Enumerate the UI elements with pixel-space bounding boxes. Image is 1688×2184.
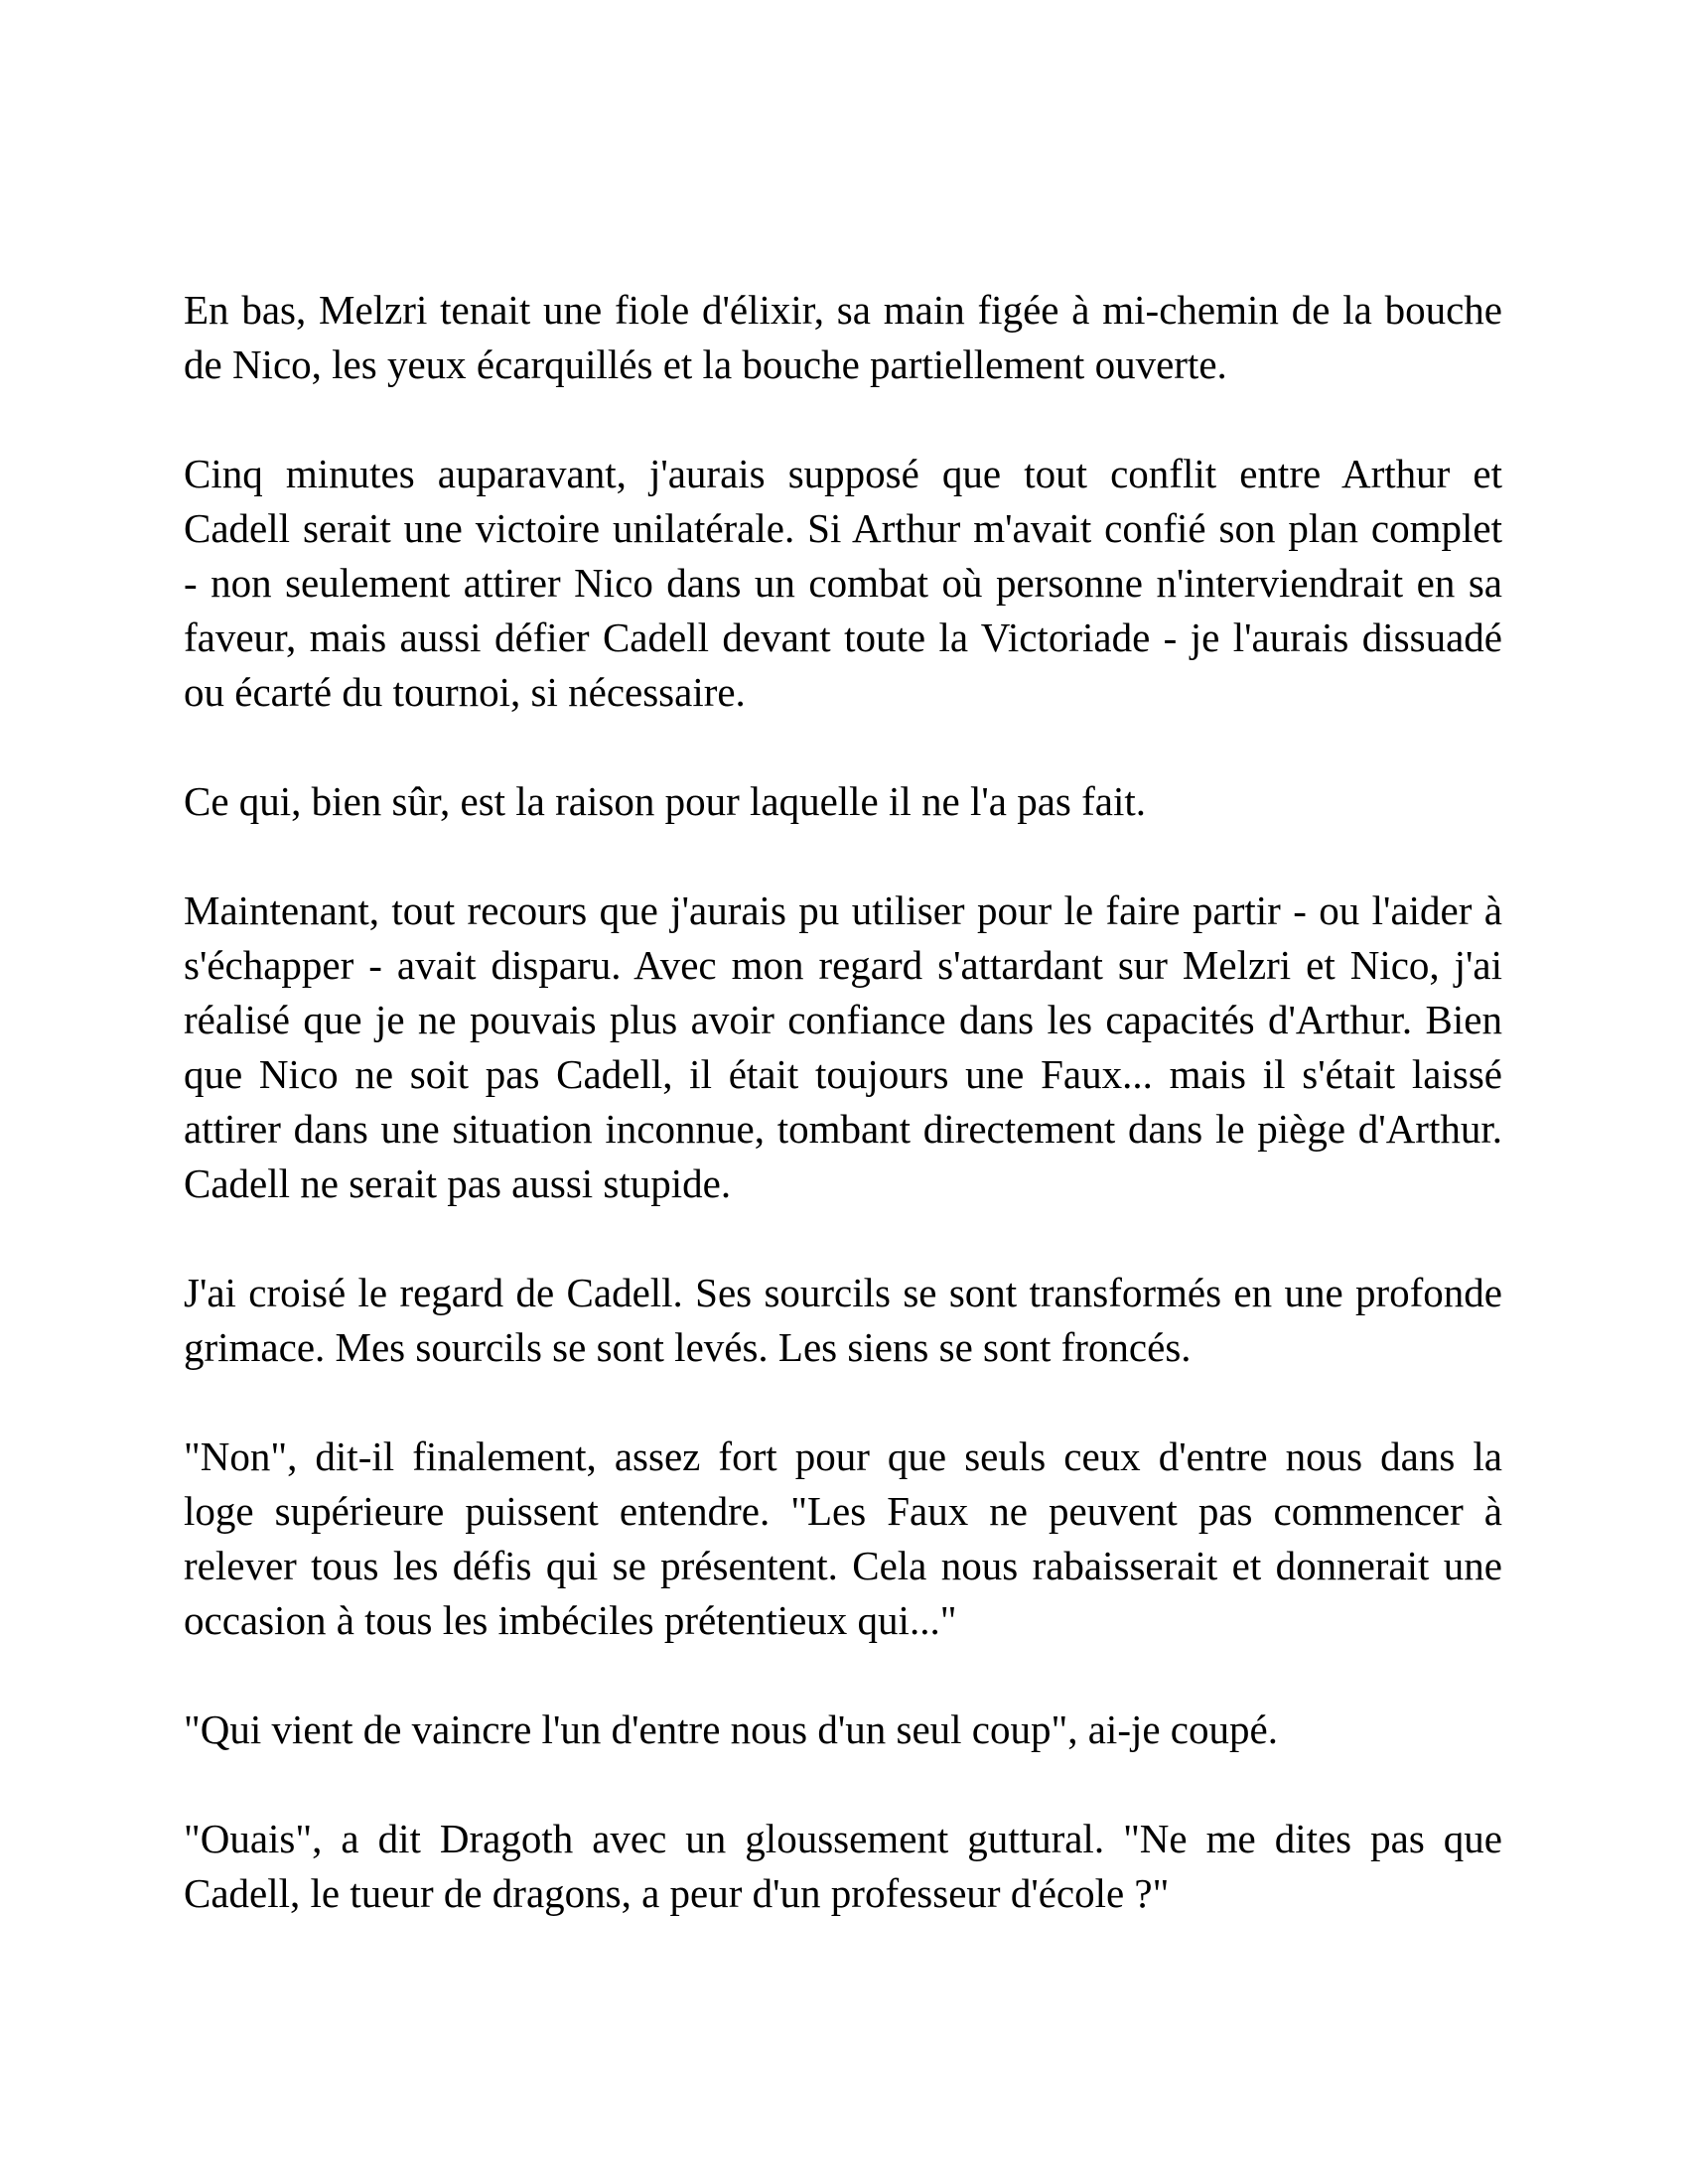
text-line: - non seulement attirer Nico dans un combat où personne n'interviendrait en sa <box>184 560 1502 606</box>
paragraph <box>184 1812 1502 1921</box>
paragraph <box>184 1266 1502 1375</box>
text-line: "Qui vient de vaincre l'un d'entre nous d'un seul coup", ai-je coupé. <box>184 1706 1278 1752</box>
text-line: occasion à tous les imbéciles prétentieux qui..." <box>184 1597 957 1643</box>
text-line: Cinq minutes auparavant, j'aurais supposé que tout conflit entre Arthur et <box>184 451 1502 496</box>
text-line: réalisé que je ne pouvais plus avoir confiance dans les capacités d'Arthur. Bien <box>184 997 1502 1042</box>
paragraph <box>184 1430 1502 1648</box>
text-line: "Non", dit-il finalement, assez fort pour que seuls ceux d'entre nous dans la <box>184 1433 1502 1479</box>
text-line: Maintenant, tout recours que j'aurais pu utiliser pour le faire partir - ou l'aider à <box>184 887 1502 933</box>
text-line: Cadell serait une victoire unilatérale. Si Arthur m'avait confié son plan complet <box>184 505 1502 551</box>
text-line: s'échapper - avait disparu. Avec mon regard s'attardant sur Melzri et Nico, j'ai <box>184 942 1502 988</box>
text-line: ou écarté du tournoi, si nécessaire. <box>184 669 746 715</box>
text-line: attirer dans une situation inconnue, tombant directement dans le piège d'Arthur. <box>184 1106 1502 1152</box>
text-line: grimace. Mes sourcils se sont levés. Les siens se sont froncés. <box>184 1324 1192 1370</box>
body-text <box>184 283 1502 1976</box>
text-line: En bas, Melzri tenait une fiole d'élixir, sa main figée à mi-chemin de la bouche <box>184 287 1502 333</box>
text-line: Ce qui, bien sûr, est la raison pour laquelle il ne l'a pas fait. <box>184 778 1146 824</box>
text-line: de Nico, les yeux écarquillés et la bouche partiellement ouverte. <box>184 341 1227 387</box>
paragraph <box>184 1703 1502 1757</box>
text-line: loge supérieure puissent entendre. "Les Faux ne peuvent pas commencer à <box>184 1488 1502 1534</box>
text-line: faveur, mais aussi défier Cadell devant toute la Victoriade - je l'aurais dissuadé <box>184 614 1502 660</box>
paragraph <box>184 447 1502 720</box>
paragraph <box>184 283 1502 392</box>
paragraph <box>184 774 1502 829</box>
text-line: Cadell, le tueur de dragons, a peur d'un professeur d'école ?" <box>184 1870 1170 1916</box>
text-line: J'ai croisé le regard de Cadell. Ses sourcils se sont transformés en une profonde <box>184 1270 1502 1315</box>
text-line: Cadell ne serait pas aussi stupide. <box>184 1160 732 1206</box>
text-line: relever tous les défis qui se présentent. Cela nous rabaisserait et donnerait une <box>184 1543 1502 1588</box>
paragraph <box>184 884 1502 1211</box>
text-line: "Ouais", a dit Dragoth avec un gloussement guttural. "Ne me dites pas que <box>184 1816 1502 1861</box>
text-line: que Nico ne soit pas Cadell, il était toujours une Faux... mais il s'était laissé <box>184 1051 1502 1097</box>
